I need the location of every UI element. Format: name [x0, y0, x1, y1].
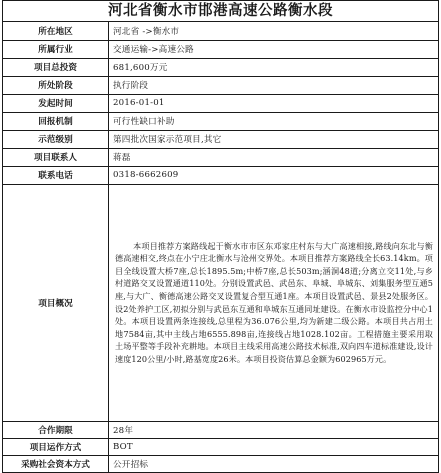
table-row: [3, 438, 438, 455]
field-label-return-mechanism: 回报机制: [3, 112, 109, 130]
table-row: [3, 58, 438, 76]
field-value-stage: 执行阶段: [109, 76, 439, 94]
field-label-overview: 项目概况: [3, 184, 109, 421]
table-row: [3, 76, 438, 94]
project-info-sheet: [2, 0, 439, 473]
overview-cell: [109, 184, 439, 421]
field-label-industry: 所属行业: [3, 40, 109, 58]
field-label-operation-mode: 项目运作方式: [3, 438, 109, 455]
field-label-term: 合作期限: [3, 421, 109, 438]
field-label-region: 所在地区: [3, 22, 109, 40]
field-label-start-date: 发起时间: [3, 94, 109, 112]
table-row: [3, 94, 438, 112]
field-value-investment: 681,600万元: [109, 58, 439, 76]
field-value-return-mechanism: 可行性缺口补助: [109, 112, 439, 130]
field-value-demo-level: 第四批次国家示范项目,其它: [109, 130, 439, 148]
table-row: [3, 184, 438, 421]
field-label-procurement-method: 采购社会资本方式: [3, 455, 109, 472]
field-value-industry: 交通运输->高速公路: [109, 40, 439, 58]
project-info-table: [3, 22, 438, 472]
field-label-phone: 联系电话: [3, 166, 109, 184]
page-title: 河北省衡水市邯港高速公路衡水段: [3, 1, 438, 22]
field-label-stage: 所处阶段: [3, 76, 109, 94]
field-value-region: 河北省 ->衡水市: [113, 26, 180, 37]
table-row: [3, 148, 438, 166]
table-row: [3, 22, 438, 40]
table-row: [3, 40, 438, 58]
field-value-phone: 0318-6662609: [109, 166, 439, 184]
field-label-contact-person: 项目联系人: [3, 148, 109, 166]
field-value-contact-person: 蒋磊: [109, 148, 439, 166]
field-label-investment: 项目总投资: [3, 58, 109, 76]
field-label-demo-level: 示范级别: [3, 130, 109, 148]
table-row: [3, 455, 438, 472]
table-row: [3, 112, 438, 130]
table-row: [3, 421, 438, 438]
field-value-procurement-method: 公开招标: [109, 455, 439, 472]
overview-text: 本项目推荐方案路线起于衡水市市区东邓家庄村东与大广高速相接,路线向东北与衡德高速相交,终点在小宁庄北衡水与沧州交界处。本项目推荐方案路线全长63.14km。项目全线设置大桥7座,总长1895.5m;中桥7座,总长503m;涵洞48道;分离立交11处,与乡村道路交叉设置通道110处。分别设置武邑、武邑东、阜城、阜城东、刘集服务型互通5座,与大广、衡德高速公路交叉设置复合型互通1座。本项目设置武邑、景县2处服务区。设2处养护工区,初拟分别与武邑东互通和阜城东互通同址建设。在衡水市设监控分中心1处。本项目设置两条连接线,总里程为36.076公里,均为新建二级公路。本项目共占用土地7584亩,其中主线占地6555.898亩,连接线占地1028.102亩。工程措施主要采用取土场平整等手段补充耕地。本项目主线采用高速公路技术标准,双向四车道标准建设,设计速度120公里/小时,路基宽度26米。本项目投资估算总金额为602965万元。: [115, 240, 433, 364]
table-row: [3, 130, 438, 148]
field-value-start-date: 2016-01-01: [109, 94, 439, 112]
field-value-operation-mode: BOT: [109, 438, 439, 455]
table-row: [3, 166, 438, 184]
field-value-term: 28年: [109, 421, 439, 438]
